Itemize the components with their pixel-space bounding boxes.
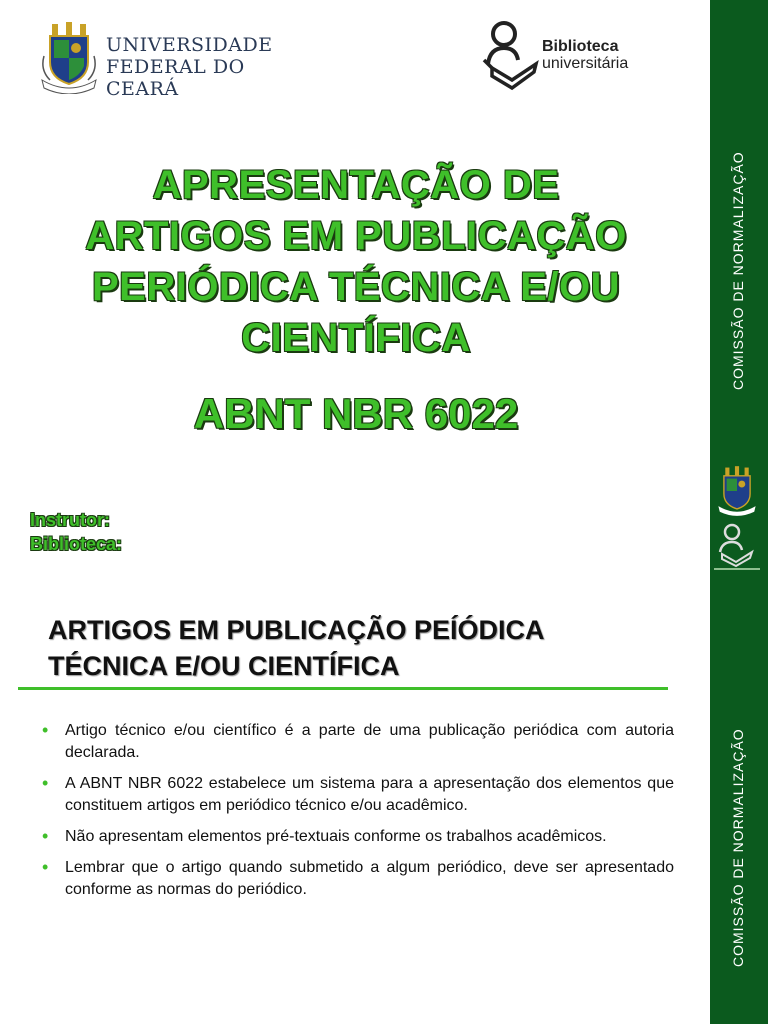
ufc-name-line2: FEDERAL DO CEARÁ [106,56,245,100]
sidebar-text: COMISSÃO DE NORMALIZAÇÃO [730,151,746,390]
bullet-icon: • [42,826,49,846]
title-line-3: PERIÓDICA TÉCNICA E/OU [91,265,621,309]
library-reader-icon [482,20,540,96]
ufc-crest-small-icon [717,462,757,520]
bullet-text: Não apresentam elementos pré-textuais conforme os trabalhos acadêmicos. [65,828,607,845]
title-line-1: APRESENTAÇÃO DE [152,163,560,207]
library-name [542,38,628,72]
bullet-text: A ABNT NBR 6022 estabelece um sistema para a apresentação dos elementos que constituem artigos em periódico técnico e/ou acadêmico. [65,775,674,814]
library-name-line1: Biblioteca [542,38,619,55]
title-line-4: CIENTÍFICA [241,316,471,360]
slide2-title-line-2: TÉCNICA E/OU CIENTÍFICA [48,651,400,681]
ufc-name [106,34,299,100]
bullet-item [40,857,674,901]
sidebar-text: COMISSÃO DE NORMALIZAÇÃO [730,728,746,967]
standard-title: ABNT NBR 6022 [193,390,519,437]
bullet-icon: • [42,773,49,793]
bullet-text: Artigo técnico e/ou científico é a parte de uma publicação periódica com autoria declarada. [65,722,674,761]
bullet-list [40,720,674,910]
library-logo [482,20,662,100]
title-divider [18,687,668,690]
ufc-name-line1: UNIVERSIDADE [106,34,273,56]
ufc-crest-icon [40,22,98,94]
bullet-icon: • [42,857,49,877]
slide2-title-line-1: ARTIGOS EM PUBLICAÇÃO PEÍÓDICA [48,615,545,645]
bullet-icon: • [42,720,49,740]
bullet-item [40,826,674,848]
content-slide [0,582,768,1024]
library-label: Biblioteca: [30,534,123,554]
instructor-label: Instrutor: [30,510,110,530]
title-line-2: ARTIGOS EM PUBLICAÇÃO [85,214,627,258]
sidebar [710,582,768,1024]
bullet-item [40,720,674,764]
bullet-text: Lembrar que o artigo quando submetido a algum periódico, deve ser apresentado conforme as normas do periódico. [65,859,674,898]
library-small-icon [712,522,762,574]
slide2-title [48,612,688,684]
library-name-line2: universitária [542,55,629,72]
bullet-item [40,773,674,817]
main-title [20,160,692,364]
ufc-logo [34,18,299,98]
